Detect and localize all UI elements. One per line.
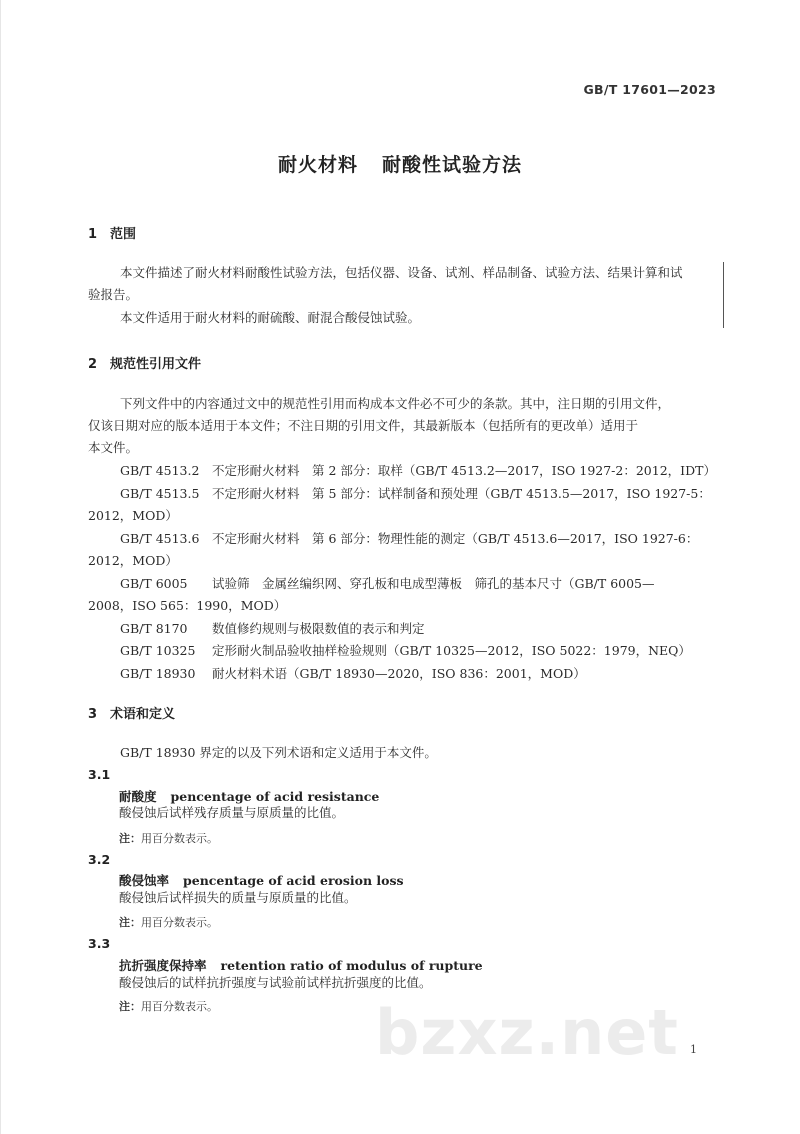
reference-code: GB/T 4513.2 bbox=[120, 463, 200, 478]
note-text: 用百分数表示。 bbox=[141, 1000, 218, 1013]
standard-number: GB/T 17601—2023 bbox=[583, 82, 716, 97]
reference-code: GB/T 4513.6 bbox=[120, 531, 200, 546]
section-2-intro-line-2: 仅该日期对应的版本适用于本文件；不注日期的引用文件，其最新版本（包括所有的更改单）适用于 bbox=[88, 418, 639, 433]
term-chinese: 耐酸度 bbox=[119, 789, 157, 804]
reference-code: GB/T 4513.5 bbox=[120, 486, 200, 501]
margin-mark bbox=[723, 262, 724, 328]
section-2-intro-line-3: 本文件。 bbox=[88, 440, 139, 455]
reference-code: GB/T 8170 bbox=[120, 621, 188, 636]
reference-item bbox=[120, 573, 655, 595]
reference-code: GB/T 6005 bbox=[120, 576, 188, 591]
term-note bbox=[119, 998, 218, 1014]
section-3-heading: 3 术语和定义 bbox=[88, 707, 176, 722]
reference-item bbox=[120, 663, 586, 685]
section-2-intro-line-1: 下列文件中的内容通过文中的规范性引用而构成本文件必不可少的条款。其中，注日期的引用文件， bbox=[120, 396, 671, 411]
term-definition: 酸侵蚀后试样损失的质量与原质量的比值。 bbox=[119, 890, 357, 905]
note-text: 用百分数表示。 bbox=[141, 916, 218, 929]
term-number: 3.2 bbox=[88, 852, 111, 867]
term-number: 3.3 bbox=[88, 936, 111, 951]
reference-item bbox=[120, 618, 425, 640]
section-1-paragraph-2: 本文件适用于耐火材料的耐硫酸、耐混合酸侵蚀试验。 bbox=[120, 310, 421, 325]
term-chinese: 酸侵蚀率 bbox=[119, 873, 170, 888]
reference-continuation: 2008，ISO 565：1990，MOD） bbox=[88, 598, 287, 613]
reference-item bbox=[120, 460, 716, 482]
reference-item bbox=[120, 483, 711, 505]
reference-continuation: 2012，MOD） bbox=[88, 508, 178, 523]
term-english: retention ratio of modulus of rupture bbox=[220, 958, 483, 973]
reference-title: 不定形耐火材料 第 2 部分：取样（GB/T 4513.2—2017，ISO 1927-2：2012，IDT） bbox=[212, 463, 716, 478]
reference-title: 耐火材料术语（GB/T 18930—2020，ISO 836：2001，MOD） bbox=[212, 666, 586, 681]
note-text: 用百分数表示。 bbox=[141, 832, 218, 845]
reference-item bbox=[120, 528, 698, 550]
title-part-2: 耐酸性试验方法 bbox=[382, 154, 523, 176]
term-number: 3.1 bbox=[88, 767, 111, 782]
watermark: bzxz.net bbox=[375, 996, 679, 1069]
page-number: 1 bbox=[690, 1043, 697, 1056]
reference-title: 定形耐火制品验收抽样检验规则（GB/T 10325—2012，ISO 5022：1979，NEQ） bbox=[212, 643, 691, 658]
section-2-heading: 2 规范性引用文件 bbox=[88, 357, 202, 372]
section-1-heading: 1 范围 bbox=[88, 227, 137, 242]
term-english: pencentage of acid resistance bbox=[170, 789, 380, 804]
term-definition: 酸侵蚀后试样残存质量与原质量的比值。 bbox=[119, 805, 345, 820]
term-note bbox=[119, 914, 218, 930]
note-label: 注： bbox=[119, 832, 141, 845]
reference-title: 不定形耐火材料 第 6 部分：物理性能的测定（GB/T 4513.6—2017，ISO 1927-6： bbox=[212, 531, 699, 546]
reference-title: 不定形耐火材料 第 5 部分：试样制备和预处理（GB/T 4513.5—2017，ISO 1927-5： bbox=[212, 486, 711, 501]
section-3-intro: GB/T 18930 界定的以及下列术语和定义适用于本文件。 bbox=[120, 745, 437, 760]
reference-continuation: 2012，MOD） bbox=[88, 553, 178, 568]
term-chinese: 抗折强度保持率 bbox=[119, 958, 207, 973]
reference-code: GB/T 10325 bbox=[120, 643, 196, 658]
reference-title: 数值修约规则与极限数值的表示和判定 bbox=[212, 621, 425, 636]
term-definition: 酸侵蚀后的试样抗折强度与试验前试样抗折强度的比值。 bbox=[119, 975, 432, 990]
reference-title: 试验筛 金属丝编织网、穿孔板和电成型薄板 筛孔的基本尺寸（GB/T 6005— bbox=[212, 576, 655, 591]
section-1-paragraph-1-line-1: 本文件描述了耐火材料耐酸性试验方法，包括仪器、设备、试剂、样品制备、试验方法、结果计算和试 bbox=[120, 265, 683, 280]
note-label: 注： bbox=[119, 916, 141, 929]
reference-code: GB/T 18930 bbox=[120, 666, 196, 681]
reference-item bbox=[120, 640, 691, 662]
term-english: pencentage of acid erosion loss bbox=[183, 873, 404, 888]
term-note bbox=[119, 830, 218, 846]
title-part-1: 耐火材料 bbox=[277, 154, 358, 176]
section-1-paragraph-1-line-2: 验报告。 bbox=[88, 287, 139, 302]
note-label: 注： bbox=[119, 1000, 141, 1013]
document-title bbox=[0, 150, 800, 177]
